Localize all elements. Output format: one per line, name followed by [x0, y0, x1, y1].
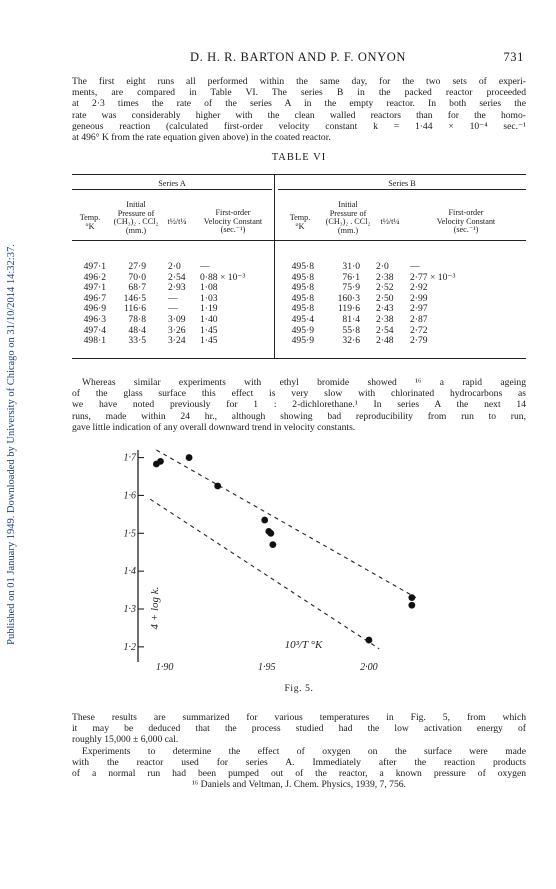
cell-pressure: 76·1 [342, 271, 360, 283]
y-tick-label: 1·7 [123, 452, 136, 464]
figure-caption: Fig. 5. [284, 683, 314, 694]
text-line: Experiments to determine the effect of oxygen on the surface were made [82, 745, 526, 757]
cell-ratio: 2·0 [168, 261, 181, 272]
y-tick-label: 1·4 [123, 566, 136, 578]
cell-velocity: — [200, 261, 210, 272]
x-tick-label: 1·90 [155, 662, 174, 673]
series-a-ratio-column [168, 262, 192, 347]
cell-velocity: 2·72 [410, 324, 428, 336]
data-point [214, 483, 221, 490]
cell-velocity: 1·40 [200, 313, 218, 325]
cell-ratio: — [168, 303, 178, 315]
cell-ratio: 3·24 [168, 335, 186, 347]
cell-temp: 496·9 [83, 303, 106, 315]
cell-temp: 495·8 [291, 271, 314, 283]
text-line: we have noted previously for 1 : 2-dichlorethane.¹ In series A the next 14 [72, 399, 526, 411]
cell-pressure: 119·6 [337, 303, 360, 315]
y-tick-label: 1·5 [123, 528, 136, 540]
text-line: ments, are compared in Table VI. The series B in the packed reactor proceeded [72, 87, 526, 99]
table-rule-top [72, 174, 526, 175]
table-rule-bottom [72, 358, 526, 359]
cell-velocity: 1·45 [200, 324, 218, 336]
text-line: with the reactor used for series A. Immediately after the reaction products [72, 756, 526, 768]
cell-temp: 495·8 [291, 282, 314, 294]
cell-velocity: — [410, 261, 420, 272]
cell-pressure: 33·5 [128, 335, 146, 347]
cell-ratio: 2·50 [376, 292, 394, 304]
cell-pressure: 48·4 [128, 324, 146, 336]
header-line: Initial [338, 200, 358, 209]
paragraph-ageing [72, 377, 526, 433]
cell-temp: 498·1 [83, 335, 106, 347]
cell-ratio: 2·38 [376, 271, 394, 283]
cell-velocity: 1·45 [200, 335, 218, 347]
series-b-ratio-column [376, 262, 402, 347]
cell-temp: 495·4 [291, 313, 314, 325]
cell-ratio: 3·26 [168, 324, 186, 336]
cell-ratio: 2·43 [376, 303, 394, 315]
cell-pressure: 75·9 [342, 282, 360, 294]
cell-pressure: 27·9 [128, 261, 146, 272]
download-watermark [0, 0, 22, 889]
cell-velocity: 1·03 [200, 292, 218, 304]
header-temp [72, 214, 108, 231]
cell-pressure: 160·3 [337, 292, 360, 304]
cell-pressure: 81·4 [342, 313, 360, 325]
cell-pressure: 32·6 [342, 335, 360, 347]
series-a-temp-column [74, 262, 106, 347]
data-point [269, 541, 276, 548]
cell-ratio: — [168, 292, 178, 304]
cell-velocity: 2·87 [410, 313, 428, 325]
cell-temp: 497·4 [83, 324, 106, 336]
cell-velocity: 2·77 × 10⁻³ [410, 271, 456, 283]
cell-velocity: 2·79 [410, 335, 428, 347]
header-line: Temp. [79, 213, 101, 222]
cell-pressure: 116·6 [123, 303, 146, 315]
text-line: runs, made within 24 hr., although showing bad reproducibility from run to run, [72, 410, 526, 422]
header-line: °K [295, 221, 305, 231]
header-line: °K [85, 221, 95, 231]
header-half-life: t½/t¼ [167, 217, 187, 226]
header-line: (CH₃)₂ . CCl₂ [325, 217, 371, 227]
data-point [267, 530, 274, 537]
y-tick-label: 1·2 [123, 641, 136, 653]
header-line: Pressure of [329, 208, 367, 218]
text-line: rate was considerably higher with the clean walled reactors than for the homo- [72, 109, 526, 121]
series-b-k-column [410, 262, 506, 347]
header-velocity [192, 209, 274, 235]
header-line: Pressure of [117, 208, 155, 218]
cell-temp: 495·8 [291, 303, 314, 315]
series-b-temp-column [282, 262, 314, 347]
cell-temp: 497·1 [83, 261, 106, 272]
text-line: gave little indication of any overall downward trend in velocity constants. [72, 421, 356, 433]
header-line: Velocity Constant [203, 216, 263, 226]
header-line: Temp. [289, 213, 311, 222]
header-line: Initial [126, 200, 146, 209]
series-a-label: Series A [158, 179, 186, 188]
cell-temp: 495·9 [291, 324, 314, 336]
series-b-label: Series B [388, 179, 416, 188]
cell-velocity: 1·19 [200, 303, 218, 315]
text-line: Whereas similar experiments with ethyl bromide showed ¹⁶ a rapid ageing [82, 377, 526, 388]
cell-temp: 496·7 [83, 292, 106, 304]
text-line: of the glass surface this effect is very slow with chlorinated hydrocarbons as [72, 388, 526, 400]
header-pressure [108, 201, 164, 235]
cell-ratio: 2·48 [376, 335, 394, 347]
cell-velocity: 2·99 [410, 292, 428, 304]
header-line: (sec.⁻¹) [453, 225, 479, 235]
y-tick-label: 1·3 [123, 604, 136, 615]
cell-velocity: 2·97 [410, 303, 428, 315]
series-b-rule [278, 189, 526, 190]
paragraph-intro [72, 76, 526, 143]
header-rule [72, 240, 526, 241]
header-line: First-order [448, 208, 484, 217]
header-line: Velocity Constant [436, 216, 496, 226]
data-point [157, 458, 164, 465]
table-title: TABLE VI [271, 152, 327, 163]
series-a-pressure-column [112, 262, 146, 347]
header-line: (sec.⁻¹) [220, 225, 246, 235]
cell-ratio: 2·38 [376, 313, 394, 325]
cell-temp: 497·1 [83, 282, 106, 294]
cell-ratio: 2·54 [376, 324, 394, 336]
cell-ratio: 2·54 [168, 271, 186, 283]
header-pressure [320, 201, 376, 235]
x-tick-label: 2·00 [360, 662, 378, 673]
header-line: (CH₃)₂ . CCl₂ [113, 217, 159, 227]
cell-ratio: 3·09 [168, 313, 186, 325]
cell-pressure: 70·0 [128, 271, 146, 283]
text-line: at 496° K from the rate equation given above) in the coated reactor. [72, 132, 331, 144]
data-point [408, 602, 415, 609]
cell-temp: 495·8 [291, 261, 314, 272]
series-a-rule [72, 189, 272, 190]
cell-temp: 495·9 [291, 335, 314, 347]
cell-temp: 496·3 [83, 313, 106, 325]
cell-ratio: 2·52 [376, 282, 394, 294]
header-authors: D. H. R. BARTON AND P. F. ONYON [190, 50, 406, 64]
header-temp [280, 214, 320, 231]
text-line: The first eight runs all performed within the same day, for the two sets of experi- [72, 76, 526, 87]
header-line: (mm.) [125, 225, 147, 235]
text-line: of a normal run had been pumped out of the reactor, a known pressure of oxygen [72, 768, 526, 780]
dashed-trend-line [156, 450, 416, 598]
y-tick-label: 1·6 [123, 490, 136, 502]
page-number: 731 [503, 50, 524, 64]
text-line: at 2·3 times the rate of the series A in the empty reactor. In both series the [72, 98, 526, 110]
text-line: These results are summarized for various temperatures in Fig. 5, from which [72, 712, 526, 723]
cell-pressure: 68·7 [128, 282, 146, 294]
data-point [261, 517, 268, 524]
cell-temp: 495·8 [291, 292, 314, 304]
text-line: geneous reaction (calculated first-order velocity constant k = 1·44 × 10⁻⁴ sec.⁻¹ [72, 120, 526, 132]
data-point [408, 594, 415, 601]
header-line: First-order [215, 208, 251, 217]
table-vi [72, 168, 526, 358]
text-line: it may be deduced that the process studied had the low activation energy of [72, 723, 526, 735]
cell-temp: 496·2 [83, 271, 106, 283]
cell-pressure: 78·8 [128, 313, 146, 325]
cell-velocity: 0·88 × 10⁻³ [200, 271, 246, 283]
data-point [186, 454, 193, 461]
series-b-pressure-column [326, 262, 360, 347]
running-header [72, 50, 524, 66]
cell-pressure: 31·0 [342, 261, 360, 272]
header-half-life: t½/t¼ [380, 217, 400, 226]
cell-velocity: 1·08 [200, 282, 218, 294]
series-a-k-column [200, 262, 276, 347]
cell-pressure: 146·5 [123, 292, 146, 304]
x-tick-label: 1·95 [257, 662, 276, 673]
text-line: roughly 15,000 ± 6,000 cal. [72, 734, 179, 746]
fig-5-chart [100, 440, 440, 680]
paragraph-results [72, 712, 526, 779]
cell-velocity: 2·92 [410, 282, 428, 294]
x-axis-label: 10³/T °K [284, 639, 323, 651]
y-axis-label: 4 + log k. [149, 586, 161, 630]
cell-pressure: 55·8 [342, 324, 360, 336]
download-note: Published on 01 January 1949. Downloaded by University of Chicago on 31/10/2014 14:32:37. [5, 244, 17, 645]
header-velocity [408, 209, 524, 235]
data-point [366, 637, 373, 644]
cell-ratio: 2·0 [376, 261, 389, 272]
footnote: ¹⁶ Daniels and Veltman, J. Chem. Physics, 1939, 7, 756. [192, 779, 406, 790]
cell-ratio: 2·93 [168, 282, 186, 294]
header-line: (mm.) [337, 225, 359, 235]
